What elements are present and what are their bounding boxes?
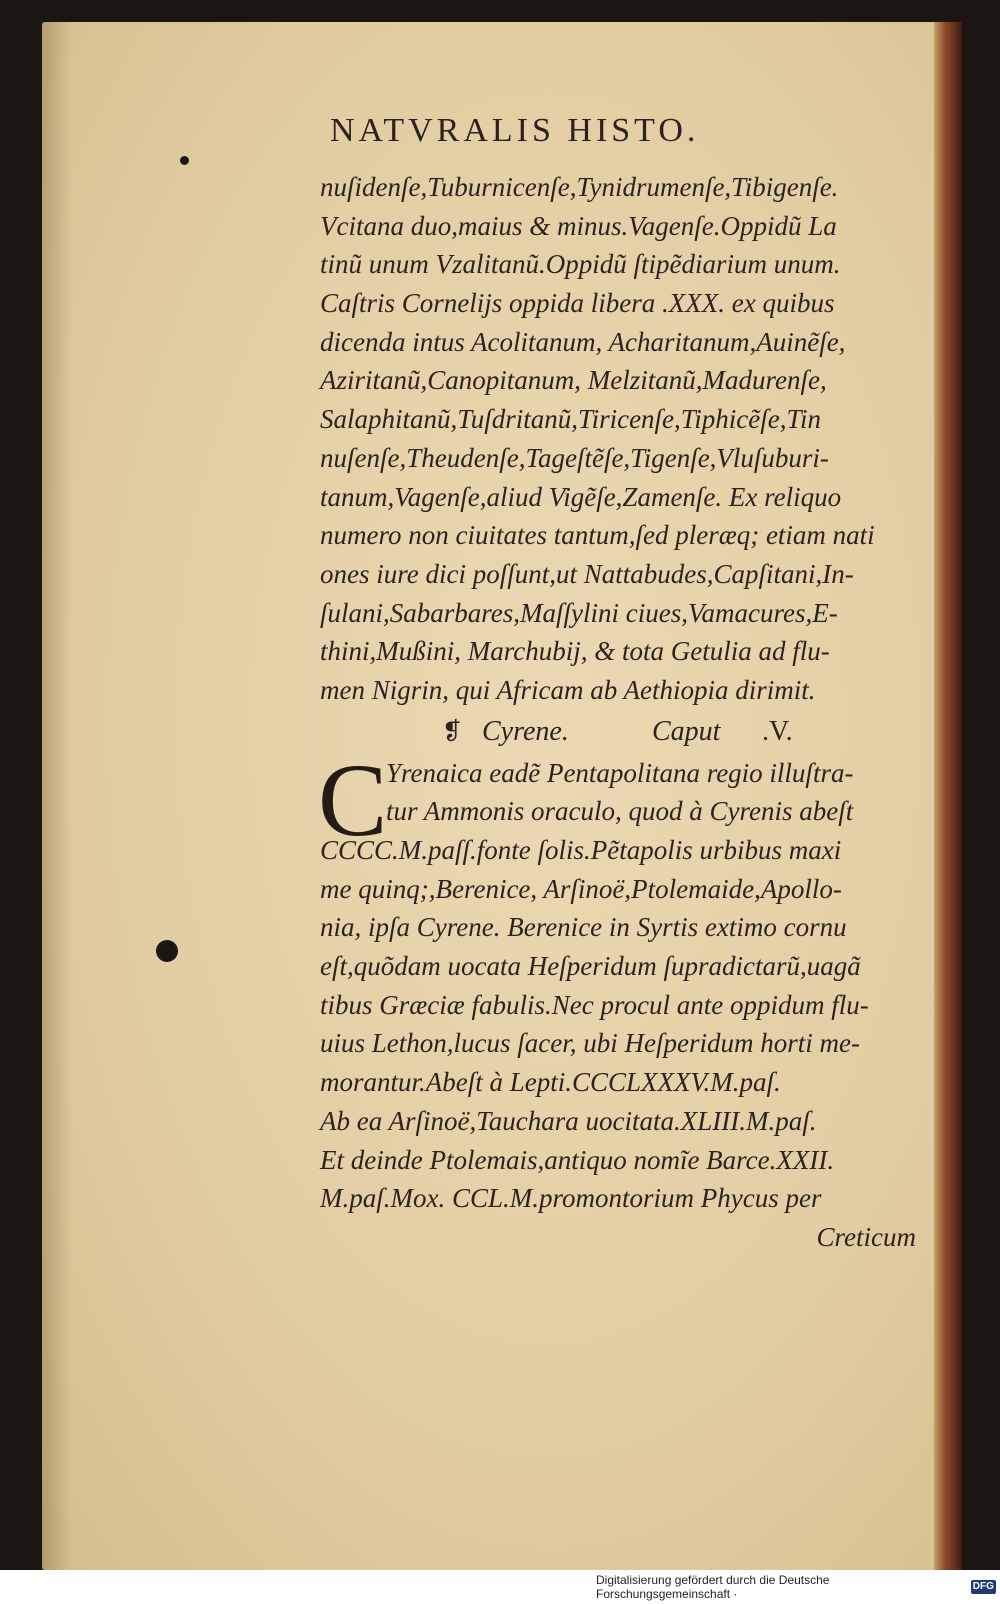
- text-line: Ab ea Arſinoë,Tauchara uocitata.XLIII.M.paſ.: [320, 1105, 817, 1136]
- text-line: nuſenſe,Theudenſe,Tageſtẽſe,Tigenſe,Vluſuburi-: [320, 442, 829, 473]
- text-line: M.paſ.Mox. CCL.M.promontorium Phycus per: [320, 1183, 822, 1214]
- text-line: men Nigrin, qui Africam ab Aethiopia dirimit.: [320, 674, 816, 705]
- caput-label: Caput: [652, 715, 721, 747]
- text-line: eſt,quõdam uocata Heſperidum ſupradictarũ,uagã: [320, 951, 861, 982]
- text-line: morantur.Abeſt à Lepti.CCCLXXXV.M.paſ.: [320, 1067, 781, 1098]
- section-heading: [320, 710, 920, 754]
- text-line: Yrenaica eadẽ Pentapolitana regio illuſtra-: [386, 757, 854, 788]
- running-head: NATVRALIS HISTO.: [330, 112, 700, 149]
- text-line: thini,Mußini, Marchubij, & tota Getulia ad flu-: [320, 636, 830, 667]
- text-line: Et deinde Ptolemais,antiquo nomĩe Barce.XXII.: [320, 1144, 835, 1175]
- text-block: [320, 168, 920, 1278]
- text-line: Aziritanũ,Canopitanum, Melzitanũ,Madurenſe,: [320, 365, 827, 396]
- dfg-logo-icon: DFG: [971, 1580, 996, 1594]
- ink-spot-large: [156, 940, 178, 962]
- gutter-shadow: [42, 22, 72, 1570]
- pilcrow-icon: ❡: [442, 718, 463, 745]
- chapter-number: .V.: [762, 715, 793, 747]
- text-line: ſulani,Sabarbares,Maſſylini ciues,Vamacures,E-: [320, 597, 838, 628]
- text-line: nuſidenſe,Tuburnicenſe,Tynidrumenſe,Tibigenſe.: [320, 172, 839, 202]
- drop-cap-initial: C: [318, 742, 388, 858]
- credit-text: Digitalisierung gefördert durch die Deutsche Forschungsgemeinschaft ·: [596, 1573, 830, 1601]
- text-line: tanum,Vagenſe,aliud Vigẽſe,Zamenſe. Ex reliquo: [320, 481, 842, 512]
- text-line: dicenda intus Acolitanum, Acharitanum,Auinẽſe,: [320, 326, 846, 357]
- text-line: numero non ciuitates tantum,ſed pleræq; etiam nati: [320, 520, 875, 551]
- text-line: me quinq;,Berenice, Arſinoë,Ptolemaide,Apollo-: [320, 873, 842, 904]
- page-edge: [934, 22, 962, 1570]
- text-line: nia, ipſa Cyrene. Berenice in Syrtis extimo cornu: [320, 912, 847, 943]
- catchword: Creticum: [816, 1221, 916, 1252]
- text-line: ones iure dici poſſunt,ut Nattabudes,Capſitani,In-: [320, 558, 854, 589]
- text-line: Salaphitanũ,Tuſdritanũ,Tiricenſe,Tiphicẽſe,Tin: [320, 404, 822, 435]
- digitization-credit: [596, 1573, 996, 1601]
- text-line: tur Ammonis oraculo, quod à Cyrenis abeſt: [386, 796, 854, 827]
- ink-spot-small: [180, 156, 189, 165]
- text-line: uius Lethon,lucus ſacer, ubi Heſperidum horti me-: [320, 1028, 860, 1059]
- chapter-body: [318, 742, 920, 1257]
- section-title: Cyrene.: [482, 715, 569, 747]
- text-line: Caſtris Cornelijs oppida libera .XXX. ex quibus: [320, 288, 835, 319]
- text-line: tibus Græciæ fabulis.Nec procul ante oppidum flu-: [320, 989, 869, 1020]
- text-line: tinũ unum Vzalitanũ.Oppidũ ſtipẽdiarium unum.: [320, 249, 841, 280]
- text-line: CCCC.M.paſſ.fonte ſolis.Pẽtapolis urbibus maxi: [320, 835, 842, 865]
- text-line: Vcitana duo,maius & minus.Vagenſe.Oppidũ La: [320, 210, 837, 241]
